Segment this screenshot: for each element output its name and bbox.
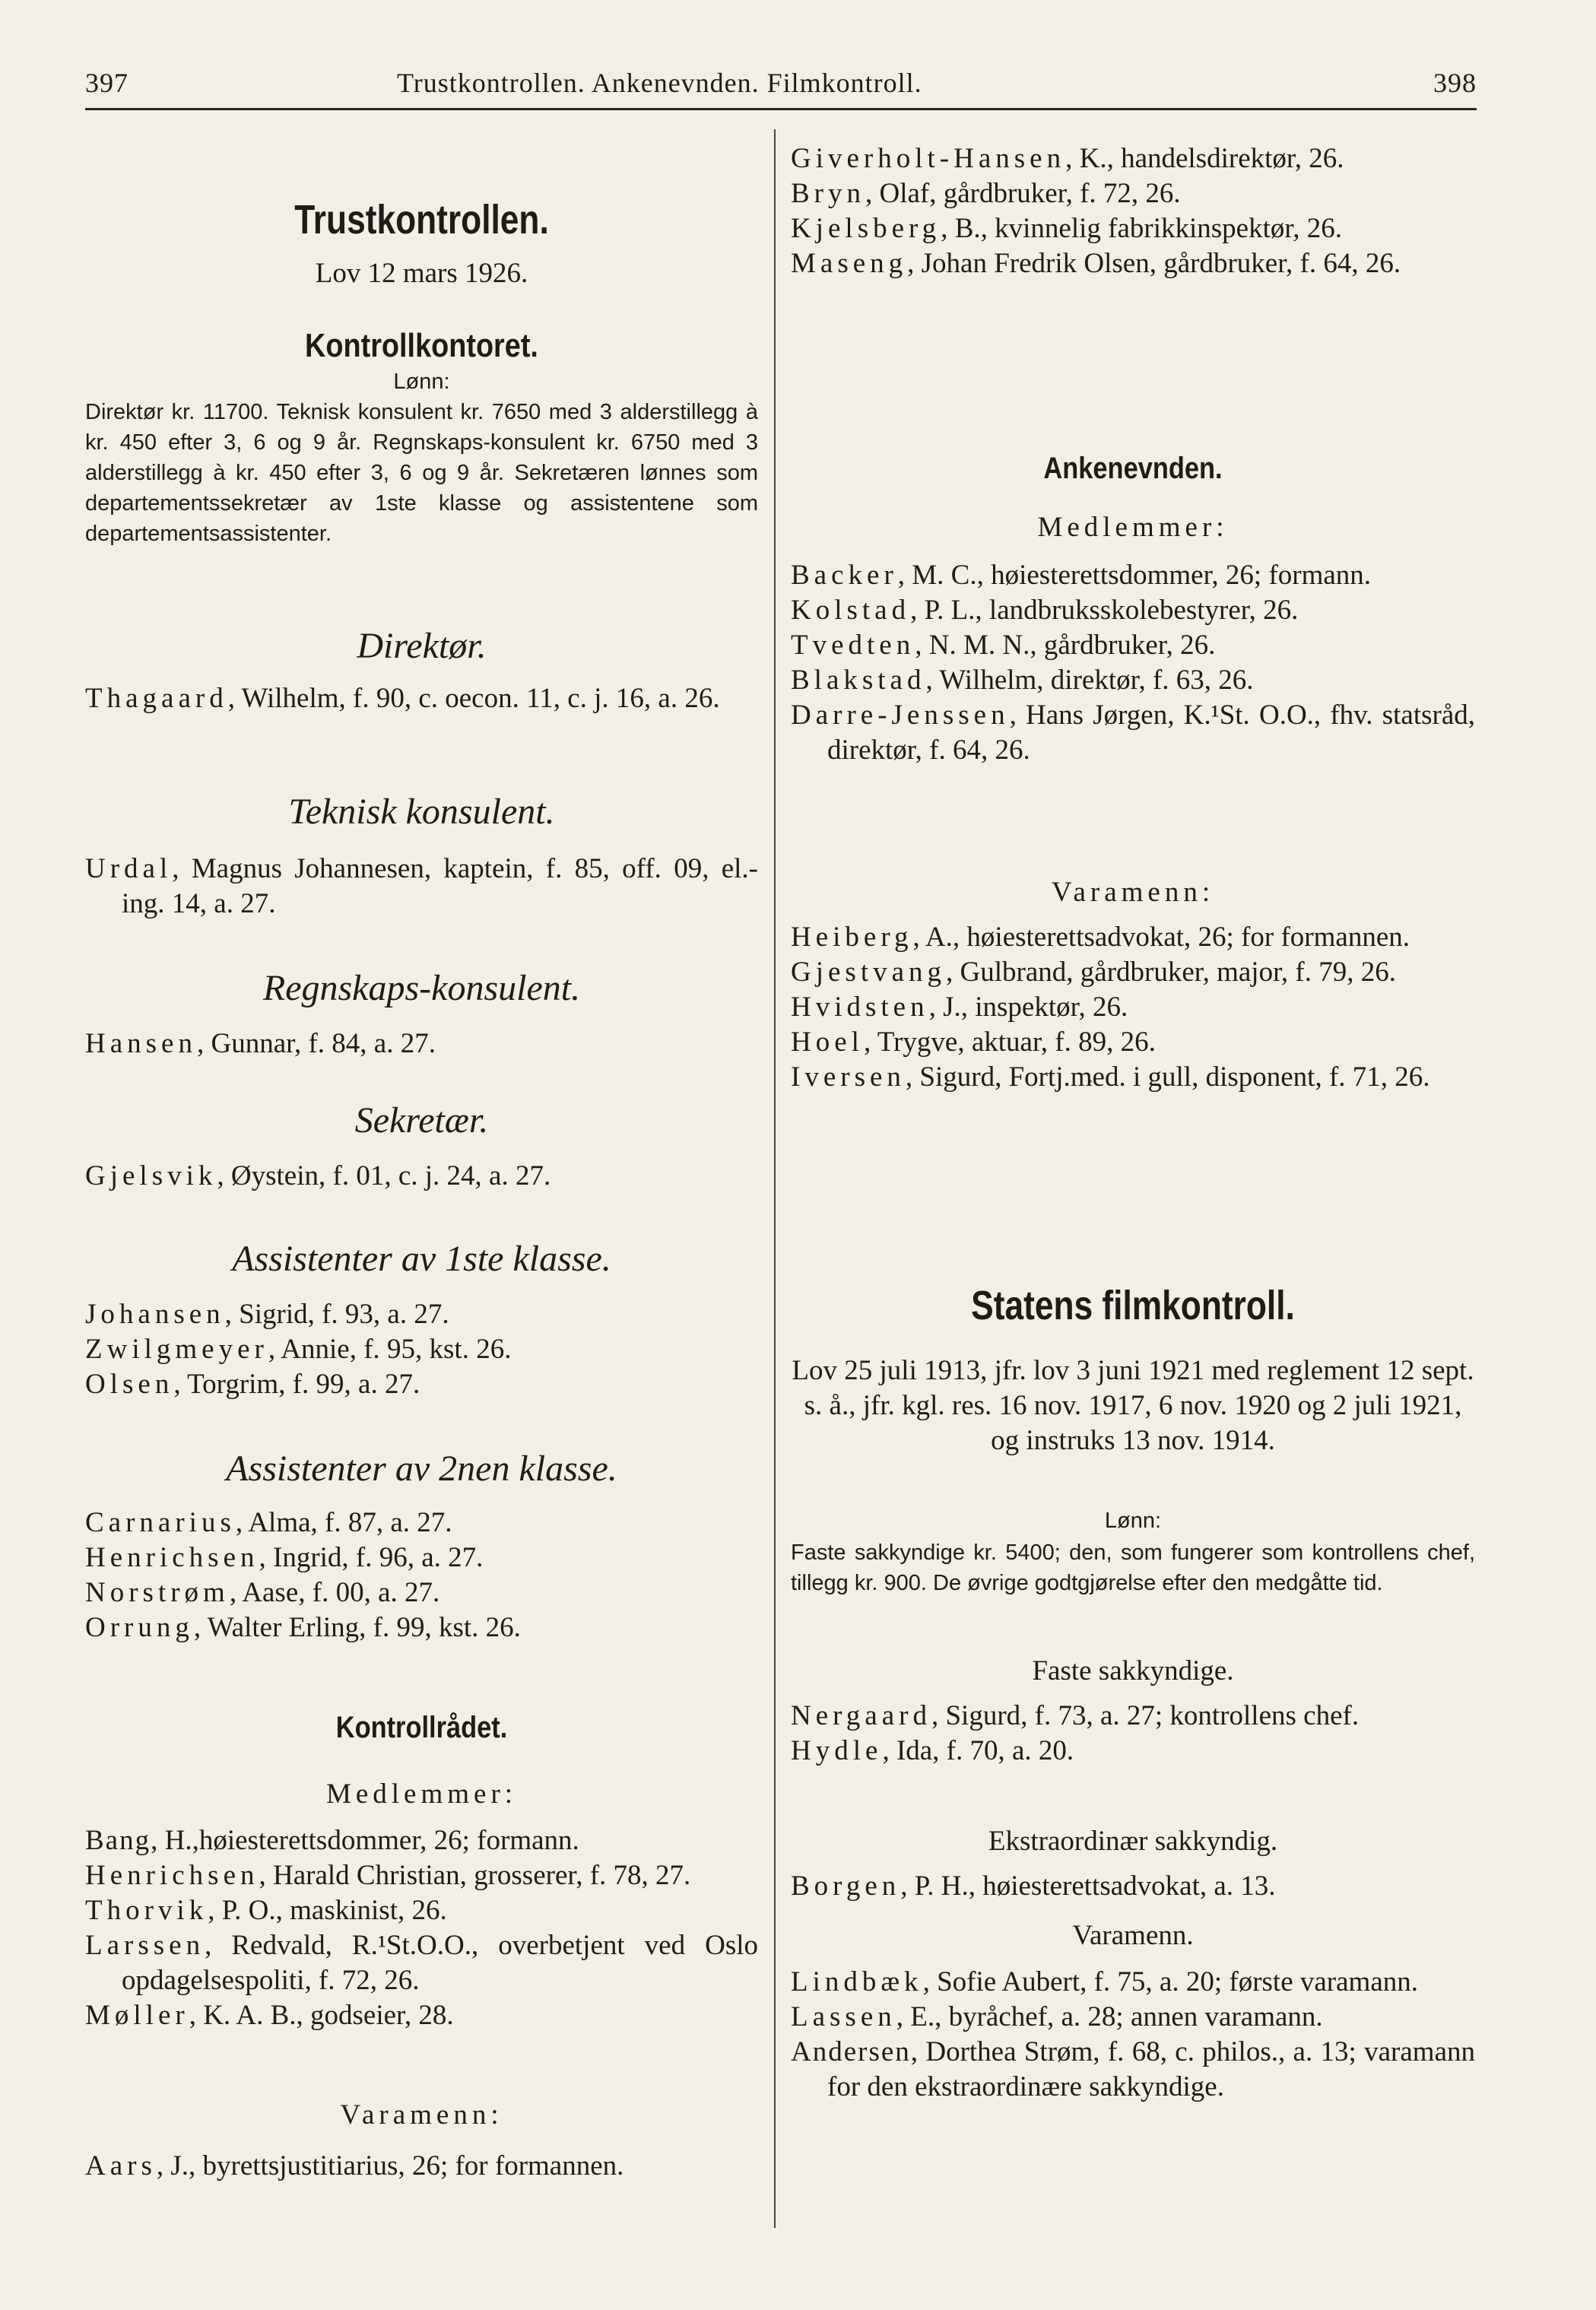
person-entry: Norstrøm, Aase, f. 00, a. 27. — [85, 1577, 440, 1608]
film-deputies-list — [791, 1965, 1475, 2105]
salary-text: Direktør kr. 11700. Teknisk konsulent kr. 7650 med 3 alderstillegg à kr. 450 efter 3, 6 og 9 år. Regnskaps-konsulent kr. 6750 med 3 alderstillegg à kr. 450 efter 3, 6 og 9 år. Sekretæren lønnes som departementssekretær av 1ste klasse og assistentene som departementsassistenter. — [85, 400, 758, 546]
person-entry: Carnarius, Alma, f. 87, a. 27. — [85, 1507, 452, 1538]
person-entry: Bryn, Olaf, gårdbruker, f. 72, 26. — [791, 178, 1181, 209]
assistants-2-list — [85, 1506, 758, 1645]
person-entry: Maseng, Johan Fredrik Olsen, gårdbruker, f. 64, 26. — [791, 248, 1401, 279]
heading-medlemmer: Medlemmer: — [325, 1779, 518, 1810]
heading-direktor: Direktør. — [357, 626, 487, 666]
person-entry: Zwilgmeyer, Annie, f. 95, kst. 26. — [85, 1334, 512, 1365]
film-salary-label: Lønn: — [1104, 1509, 1162, 1533]
page-number-left: 397 — [85, 68, 129, 98]
page-header — [85, 67, 1477, 105]
film-law-reference: Lov 25 juli 1913, jfr. lov 3 juni 1921 med reglement 12 sept. s. å., jfr. kgl. res. 16 nov. 1917, 6 nov. 1920 og 2 juli 1921, og instruks 13 nov. 1914. — [792, 1355, 1474, 1456]
person-entry: Gjelsvik, Øystein, f. 01, c. j. 24, a. 27. — [85, 1160, 551, 1191]
page-number-right: 398 — [1433, 68, 1477, 98]
section-title-statens-filmkontroll: Statens filmkontroll. — [971, 1283, 1295, 1328]
person-entry: Nergaard, Sigurd, f. 73, a. 27; kontrollens chef. — [791, 1700, 1360, 1731]
faste-list — [791, 1699, 1475, 1769]
person-entry: Darre-Jenssen, Hans Jørgen, K.¹St. O.O., fhv. statsråd, direktør, f. 64, 26. — [791, 700, 1475, 766]
heading-anke-medlemmer: Medlemmer: — [1037, 512, 1229, 543]
person-entry: Hydle, Ida, f. 70, a. 20. — [791, 1735, 1074, 1766]
person-entry: Heiberg, A., høiesterettsadvokat, 26; for formannen. — [791, 922, 1410, 953]
section-title-kontrollkontoret: Kontrollkontoret. — [305, 327, 538, 364]
heading-assistenter-2nen: Assistenter av 2nen klasse. — [226, 1449, 617, 1489]
law-reference: Lov 12 mars 1926. — [315, 258, 528, 289]
section-title-ankenevnden: Ankenevnden. — [1043, 452, 1223, 485]
running-title: Trustkontrollen. Ankenevnden. Filmkontroll. — [397, 68, 922, 98]
person-entry: Thagaard, Wilhelm, f. 90, c. oecon. 11, c. j. 16, a. 26. — [85, 683, 720, 714]
heading-regnskaps-konsulent: Regnskaps-konsulent. — [262, 968, 581, 1008]
members-list — [85, 1823, 758, 2033]
film-salary-text: Faste sakkyndige kr. 5400; den, som fungerer som kontrollens chef, tillegg kr. 900. De øvrige godtgjørelse efter den medgåtte tid. — [791, 1541, 1475, 1595]
person-entry: Johansen, Sigrid, f. 93, a. 27. — [85, 1299, 449, 1330]
person-entry: Gjestvang, Gulbrand, gårdbruker, major, f. 79, 26. — [791, 957, 1396, 988]
heading-ekstraordinaer: Ekstraordinær sakkyndig. — [988, 1826, 1278, 1857]
heading-varamenn: Varamenn: — [340, 2099, 503, 2131]
heading-film-varamenn: Varamenn. — [1072, 1920, 1194, 1951]
person-entry: Giverholt-Hansen, K., handelsdirektør, 26. — [791, 143, 1344, 174]
person-entry: Andersen, Dorthea Strøm, f. 68, c. philos., a. 13; varamann for den ekstraordinære sakkyndige. — [791, 2036, 1475, 2102]
section-title-trustkontrollen: Trustkontrollen. — [294, 197, 549, 243]
person-entry: Hvidsten, J., inspektør, 26. — [791, 992, 1128, 1023]
person-entry: Olsen, Torgrim, f. 99, a. 27. — [85, 1369, 420, 1400]
heading-teknisk-konsulent: Teknisk konsulent. — [288, 792, 555, 832]
trust-members-continued — [791, 141, 1475, 281]
person-entry: Larssen, Redvald, R.¹St.O.O., overbetjent ved Oslo opdagelsespoliti, f. 72, 26. — [85, 1930, 758, 1996]
salary-label: Lønn: — [393, 370, 450, 394]
anke-members-list — [791, 558, 1475, 768]
person-entry: Borgen, P. H., høiesterettsadvokat, a. 13. — [791, 1871, 1276, 1902]
heading-sekretaer: Sekretær. — [354, 1100, 489, 1141]
person-entry: Hansen, Gunnar, f. 84, a. 27. — [85, 1028, 436, 1059]
person-entry: Tvedten, N. M. N., gårdbruker, 26. — [791, 630, 1216, 661]
ekstra-list — [791, 1869, 1475, 1904]
person-entry: Henrichsen, Harald Christian, grosserer, f. 78, 27. — [85, 1860, 691, 1891]
heading-assistenter-1ste: Assistenter av 1ste klasse. — [232, 1239, 611, 1279]
person-entry: Lindbæk, Sofie Aubert, f. 75, a. 20; første varamann. — [791, 1966, 1419, 1997]
person-entry: Orrung, Walter Erling, f. 99, kst. 26. — [85, 1612, 521, 1643]
heading-anke-varamenn: Varamenn: — [1051, 877, 1215, 908]
header-rule — [85, 108, 1477, 110]
person-entry: Blakstad, Wilhelm, direktør, f. 63, 26. — [791, 665, 1254, 696]
person-entry: Henrichsen, Ingrid, f. 96, a. 27. — [85, 1542, 484, 1573]
section-title-kontrollradet: Kontrollrådet. — [335, 1711, 508, 1744]
anke-deputies-list — [791, 920, 1475, 1095]
person-entry: Bang, H.,høiesterettsdommer, 26; formann. — [85, 1825, 579, 1856]
heading-faste-sakkyndige: Faste sakkyndige. — [1032, 1655, 1234, 1686]
person-entry: Urdal, Magnus Johannesen, kaptein, f. 85, off. 09, el.-ing. 14, a. 27. — [85, 853, 758, 919]
person-entry: Iversen, Sigurd, Fortj.med. i gull, disponent, f. 71, 26. — [791, 1061, 1430, 1093]
person-entry: Thorvik, P. O., maskinist, 26. — [85, 1895, 447, 1926]
person-entry: Kjelsberg, B., kvinnelig fabrikkinspektør, 26. — [791, 213, 1342, 244]
person-entry: Møller, K. A. B., godseier, 28. — [85, 2000, 454, 2031]
column-divider — [774, 129, 776, 2228]
assistants-1-list — [85, 1297, 758, 1402]
deputies-list — [85, 2149, 758, 2184]
person-entry: Lassen, E., byråchef, a. 28; annen varamann. — [791, 2001, 1323, 2032]
person-entry: Kolstad, P. L., landbruksskolebestyrer, 26. — [791, 595, 1299, 626]
person-entry: Aars, J., byrettsjustitiarius, 26; for formannen. — [85, 2150, 624, 2181]
person-entry: Backer, M. C., høiesterettsdommer, 26; formann. — [791, 560, 1372, 591]
person-entry: Hoel, Trygve, aktuar, f. 89, 26. — [791, 1026, 1156, 1058]
